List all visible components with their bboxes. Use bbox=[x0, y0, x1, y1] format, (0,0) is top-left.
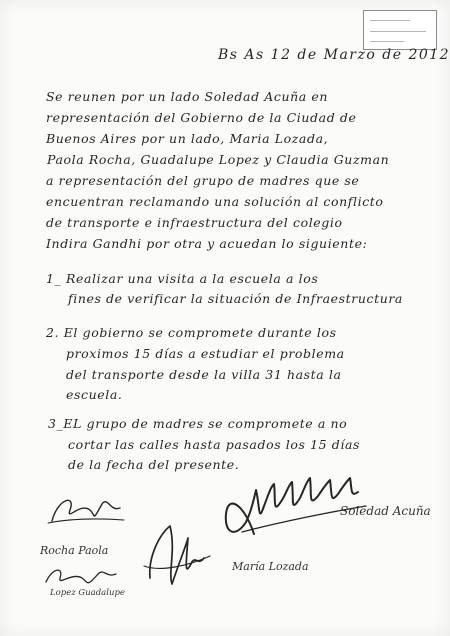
agreement-item-2-line: escuela. bbox=[66, 387, 123, 402]
registration-stamp-box bbox=[363, 10, 437, 50]
signer-name-lozada: María Lozada bbox=[232, 560, 309, 573]
signer-name-lopez: Lopez Guadalupe bbox=[50, 588, 125, 598]
agreement-item-2-line: proximos 15 días a estudiar el problema bbox=[66, 346, 345, 361]
stamp-mark bbox=[370, 20, 410, 21]
intro-line: de transporte e infraestructura del colegio bbox=[46, 215, 343, 230]
document-date: Bs As 12 de Marzo de 2012 bbox=[218, 47, 450, 63]
intro-line: Indira Gandhi por otra y acuedan lo siguiente: bbox=[46, 236, 368, 251]
stamp-mark bbox=[370, 41, 404, 42]
signer-name-acuna: Soledad Acuña bbox=[340, 504, 431, 518]
intro-line: a representación del grupo de madres que se bbox=[46, 173, 360, 188]
agreement-item-3-line: de la fecha del presente. bbox=[68, 457, 240, 472]
signature-acuna-scribble bbox=[226, 478, 358, 534]
agreement-item-3-line: 3_EL grupo de madres se compromete a no bbox=[48, 416, 348, 431]
intro-line: Se reunen por un lado Soledad Acuña en bbox=[46, 89, 329, 104]
intro-line: representación del Gobierno de la Ciudad de bbox=[46, 110, 357, 125]
intro-line: Buenos Aires por un lado, Maria Lozada, bbox=[46, 131, 329, 146]
signature-lozada-scribble bbox=[150, 526, 204, 584]
signer-name-rocha: Rocha Paola bbox=[40, 544, 109, 557]
signature-rocha-scribble bbox=[52, 500, 120, 521]
agreement-item-3-line: cortar las calles hasta pasados los 15 días bbox=[68, 437, 361, 452]
signature-rocha-underline bbox=[48, 519, 124, 523]
agreement-item-1-line: 1_ Realizar una visita a la escuela a los bbox=[46, 271, 319, 286]
stamp-mark bbox=[370, 31, 426, 32]
agreement-item-2-line: del transporte desde la villa 31 hasta la bbox=[66, 367, 342, 382]
intro-line: Paola Rocha, Guadalupe Lopez y Claudia Guzman bbox=[47, 152, 390, 167]
signature-lozada-loop bbox=[144, 556, 210, 568]
signature-lopez-scribble bbox=[46, 570, 116, 583]
intro-line: encuentran reclamando una solución al conflicto bbox=[46, 194, 384, 209]
agreement-item-2-line: 2. El gobierno se compromete durante los bbox=[46, 325, 337, 340]
agreement-item-1-line: fines de verificar la situación de Infraestructura bbox=[68, 291, 403, 306]
